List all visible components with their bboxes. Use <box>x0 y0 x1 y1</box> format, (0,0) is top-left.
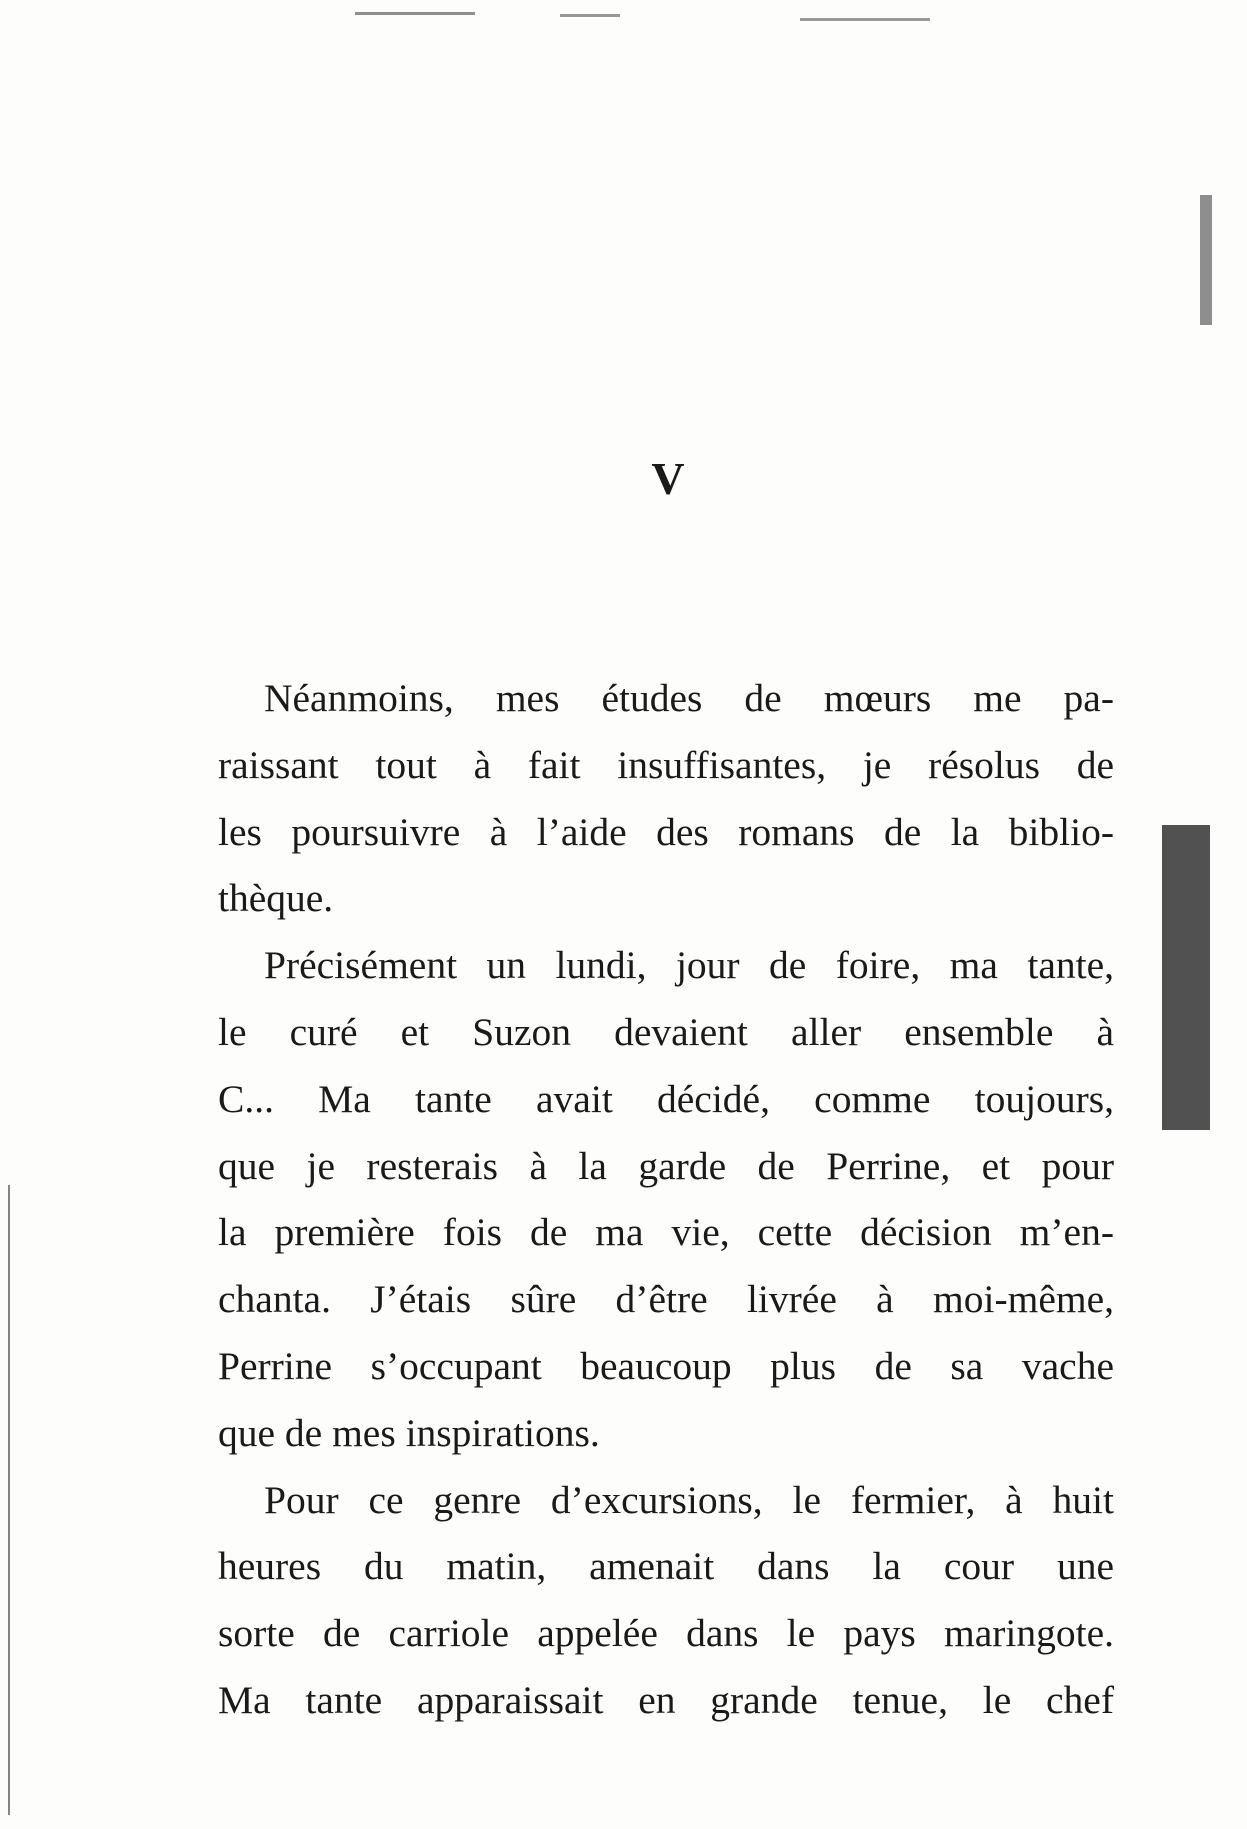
body-text <box>218 665 1114 1734</box>
text-line: que je resterais à la garde de Perrine, et pour <box>218 1143 1114 1188</box>
text-line: sorte de carriole appelée dans le pays maringote. <box>218 1611 1114 1656</box>
text-line: Perrine s’occupant beaucoup plus de sa vache <box>218 1343 1114 1388</box>
text-line: chanta. J’étais sûre d’être livrée à moi-même, <box>218 1277 1114 1322</box>
scan-mark-top-2 <box>560 14 620 17</box>
text-line: Pour ce genre d’excursions, le fermier, à huit <box>264 1477 1114 1522</box>
text-line: la première fois de ma vie, cette décision m’en- <box>218 1210 1114 1255</box>
scan-mark-right-2 <box>1162 825 1210 1130</box>
text-line: raissant tout à fait insuffisantes, je résolus de <box>218 742 1114 787</box>
text-line: Ma tante apparaissait en grande tenue, le chef <box>218 1677 1114 1722</box>
text-line: Néanmoins, mes études de mœurs me pa- <box>264 676 1114 720</box>
paragraph-1 <box>218 665 1114 932</box>
scan-mark-top-1 <box>355 12 475 15</box>
text-line: C... Ma tante avait décidé, comme toujours, <box>218 1076 1114 1121</box>
text-line: les poursuivre à l’aide des romans de la biblio- <box>218 809 1114 854</box>
paragraph-3 <box>218 1467 1114 1734</box>
text-line: le curé et Suzon devaient aller ensemble à <box>218 1009 1114 1054</box>
text-line: Précisément un lundi, jour de foire, ma tante, <box>264 943 1114 988</box>
text-line: heures du matin, amenait dans la cour une <box>218 1544 1114 1589</box>
text-line: thèque. <box>218 876 334 921</box>
chapter-heading: V <box>651 453 686 504</box>
paragraph-2 <box>218 932 1114 1466</box>
scan-mark-right-1 <box>1200 195 1212 325</box>
scan-mark-left-edge <box>8 1185 10 1815</box>
text-line: que de mes inspirations. <box>218 1410 600 1455</box>
scan-mark-top-3 <box>800 18 930 21</box>
